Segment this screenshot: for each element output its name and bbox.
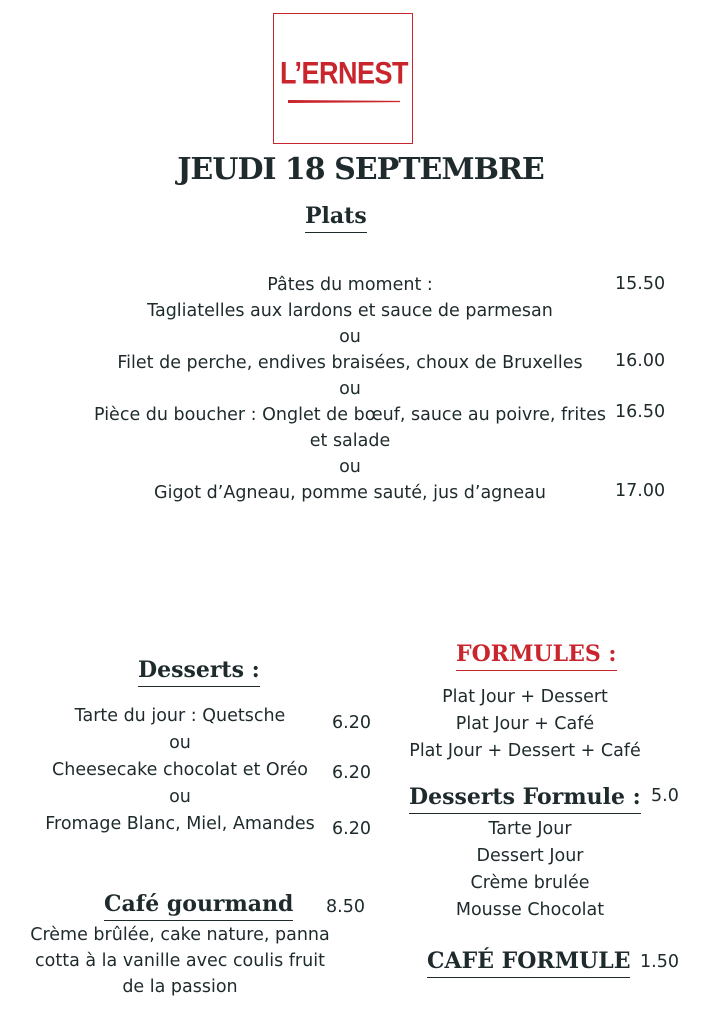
logo-text: L’ERNEST <box>279 55 409 91</box>
cafe-gourmand-heading: Café gourmand <box>104 891 293 921</box>
price: 6.20 <box>332 713 371 733</box>
price: 16.50 <box>615 402 666 422</box>
plats-heading: Plats <box>305 203 367 233</box>
list-item: de la passion <box>122 977 238 997</box>
formules-list <box>400 684 650 765</box>
list-item: Pièce du boucher : Onglet de bœuf, sauce au poivre, frites <box>94 405 606 425</box>
price: 1.50 <box>640 952 679 972</box>
list-item: Plat Jour + Dessert <box>442 687 608 707</box>
list-item: ou <box>169 733 191 753</box>
list-item: Crème brulée <box>470 873 590 893</box>
price: 16.00 <box>615 351 666 371</box>
desserts-formule-heading: Desserts Formule : <box>409 784 641 814</box>
list-item: Fromage Blanc, Miel, Amandes <box>45 814 315 834</box>
list-item: ou <box>339 457 361 477</box>
price: 5.0 <box>651 786 679 806</box>
list-item: ou <box>169 787 191 807</box>
list-item: Dessert Jour <box>476 846 584 866</box>
list-item: ou <box>339 327 361 347</box>
list-item: Gigot d’Agneau, pomme sauté, jus d’agneau <box>154 483 546 503</box>
cafe-gourmand-description <box>10 922 350 1000</box>
list-item: Mousse Chocolat <box>455 900 605 920</box>
desserts-heading: Desserts : <box>138 657 260 687</box>
list-item: cotta à la vanille avec coulis fruit <box>35 951 325 971</box>
plats-list <box>90 272 610 506</box>
list-item: Crème brûlée, cake nature, panna <box>30 925 330 945</box>
desserts-formule-list <box>420 816 640 924</box>
formules-heading: FORMULES : <box>456 641 617 671</box>
price: 17.00 <box>615 481 666 501</box>
list-item: Plat Jour + Dessert + Café <box>409 741 641 761</box>
cafe-formule-heading: CAFÉ FORMULE <box>427 948 630 978</box>
list-item: Cheesecake chocolat et Oréo <box>52 760 308 780</box>
list-item: ou <box>339 379 361 399</box>
page-title: JEUDI 18 SEPTEMBRE <box>177 152 544 187</box>
list-item: Tarte Jour <box>488 819 572 839</box>
list-item: Tagliatelles aux lardons et sauce de parmesan <box>147 301 553 321</box>
logo-underline <box>288 100 400 103</box>
list-item: et salade <box>309 431 391 451</box>
list-item: Filet de perche, endives braisées, choux de Bruxelles <box>117 353 583 373</box>
list-item: Tarte du jour : Quetsche <box>74 706 286 726</box>
price: 6.20 <box>332 819 371 839</box>
logo <box>273 13 413 144</box>
price: 15.50 <box>615 274 666 294</box>
list-item: Plat Jour + Café <box>455 714 595 734</box>
desserts-list <box>30 703 330 838</box>
price: 6.20 <box>332 763 371 783</box>
price: 8.50 <box>326 897 365 917</box>
list-item: Pâtes du moment : <box>267 275 433 295</box>
